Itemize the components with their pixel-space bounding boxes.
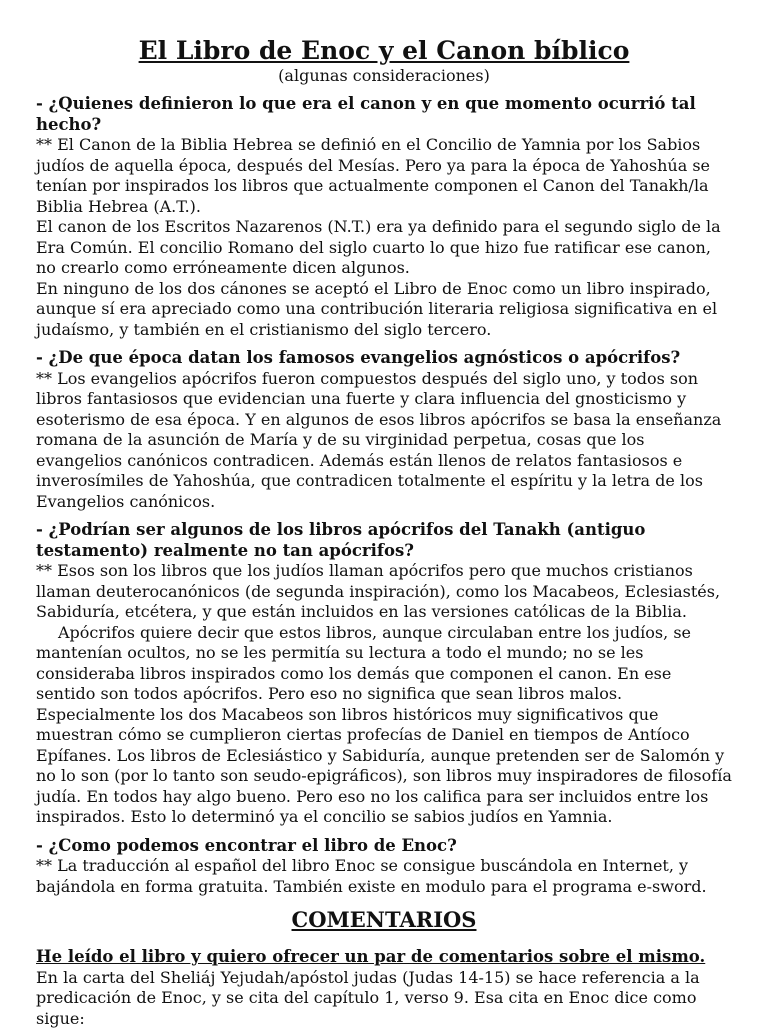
- section-question: - ¿Como podemos encontrar el libro de Enoc?: [36, 836, 732, 857]
- section-question: - ¿De que época datan los famosos evangelios agnósticos o apócrifos?: [36, 348, 732, 369]
- comentarios-subheading: He leído el libro y quiero ofrecer un par de comentarios sobre el mismo.: [36, 947, 732, 968]
- section-question: - ¿Quienes definieron lo que era el canon y en que momento ocurrió tal hecho?: [36, 94, 732, 135]
- section-paragraph: ** Esos son los libros que los judíos llaman apócrifos pero que muchos cristianos llaman deuterocanónicos (de segunda inspiración), como los Macabeos, Eclesiastés, Sabiduría, etcétera, y que están incluidos en las versiones católicas de la Biblia.: [36, 561, 732, 623]
- document-subtitle: (algunas consideraciones): [36, 66, 732, 86]
- comentarios-paragraph: En la carta del Sheliáj Yejudah/apóstol judas (Judas 14-15) se hace referencia a la predicación de Enoc, y se cita del capítulo 1, verso 9. Esa cita en Enoc dice como sigue:: [36, 968, 732, 1029]
- section-question: - ¿Podrían ser algunos de los libros apócrifos del Tanakh (antiguo testamento) realmente no tan apócrifos?: [36, 520, 732, 561]
- section-apocryphal-gospels: [36, 348, 732, 512]
- section-paragraph: En ninguno de los dos cánones se aceptó el Libro de Enoc como un libro inspirado, aunque sí era apreciado como una contribución literaria religiosa significativa en el judaísmo, y también en el cristianismo del siglo tercero.: [36, 279, 732, 341]
- comentarios-heading: COMENTARIOS: [36, 907, 732, 933]
- section-tanakh-apocrypha: [36, 520, 732, 828]
- section-find-enoch: [36, 836, 732, 898]
- document-title: El Libro de Enoc y el Canon bíblico: [36, 0, 732, 66]
- section-paragraph: ** La traducción al español del libro Enoc se consigue buscándola en Internet, y bajándola en forma gratuita. También existe en modulo para el programa e-sword.: [36, 856, 732, 897]
- section-paragraph: Apócrifos quiere decir que estos libros, aunque circulaban entre los judíos, se mantenían ocultos, no se les permitía su lectura a todo el mundo; no se les consideraba libros inspirados como los demás que componen el canon. En ese sentido son todos apócrifos. Pero eso no significa que sean libros malos. Especialmente los dos Macabeos son libros históricos muy significativos que muestran cómo se cumplieron ciertas profecías de Daniel en tiempos de Antíoco Epífanes. Los libros de Eclesiástico y Sabiduría, aunque pretenden ser de Salomón y no lo son (por lo tanto son seudo-epigráficos), son libros muy inspiradores de filosofía judía. En todos hay algo bueno. Pero eso no los califica para ser incluidos entre los inspirados. Esto lo determinó ya el concilio se sabios judíos en Yamnia.: [36, 623, 732, 828]
- section-paragraph: ** El Canon de la Biblia Hebrea se definió en el Concilio de Yamnia por los Sabios judíos de aquella época, después del Mesías. Pero ya para la época de Yahoshúa se tenían por inspirados los libros que actualmente componen el Canon del Tanakh/la Biblia Hebrea (A.T.).: [36, 135, 732, 217]
- section-paragraph: ** Los evangelios apócrifos fueron compuestos después del siglo uno, y todos son libros fantasiosos que evidencian una fuerte y clara influencia del gnosticismo y esoterismo de esa época. Y en algunos de esos libros apócrifos se basa la enseñanza romana de la asunción de María y de su virginidad perpetua, cosas que los evangelios canónicos contradicen. Además están llenos de relatos fantasiosos e inverosímiles de Yahoshúa, que contradicen totalmente el espíritu y la letra de los Evangelios canónicos.: [36, 369, 732, 513]
- section-canon-definition: [36, 94, 732, 340]
- section-paragraph: El canon de los Escritos Nazarenos (N.T.) era ya definido para el segundo siglo de la Era Común. El concilio Romano del siglo cuarto lo que hizo fue ratificar ese canon, no crearlo como erróneamente dicen algunos.: [36, 217, 732, 279]
